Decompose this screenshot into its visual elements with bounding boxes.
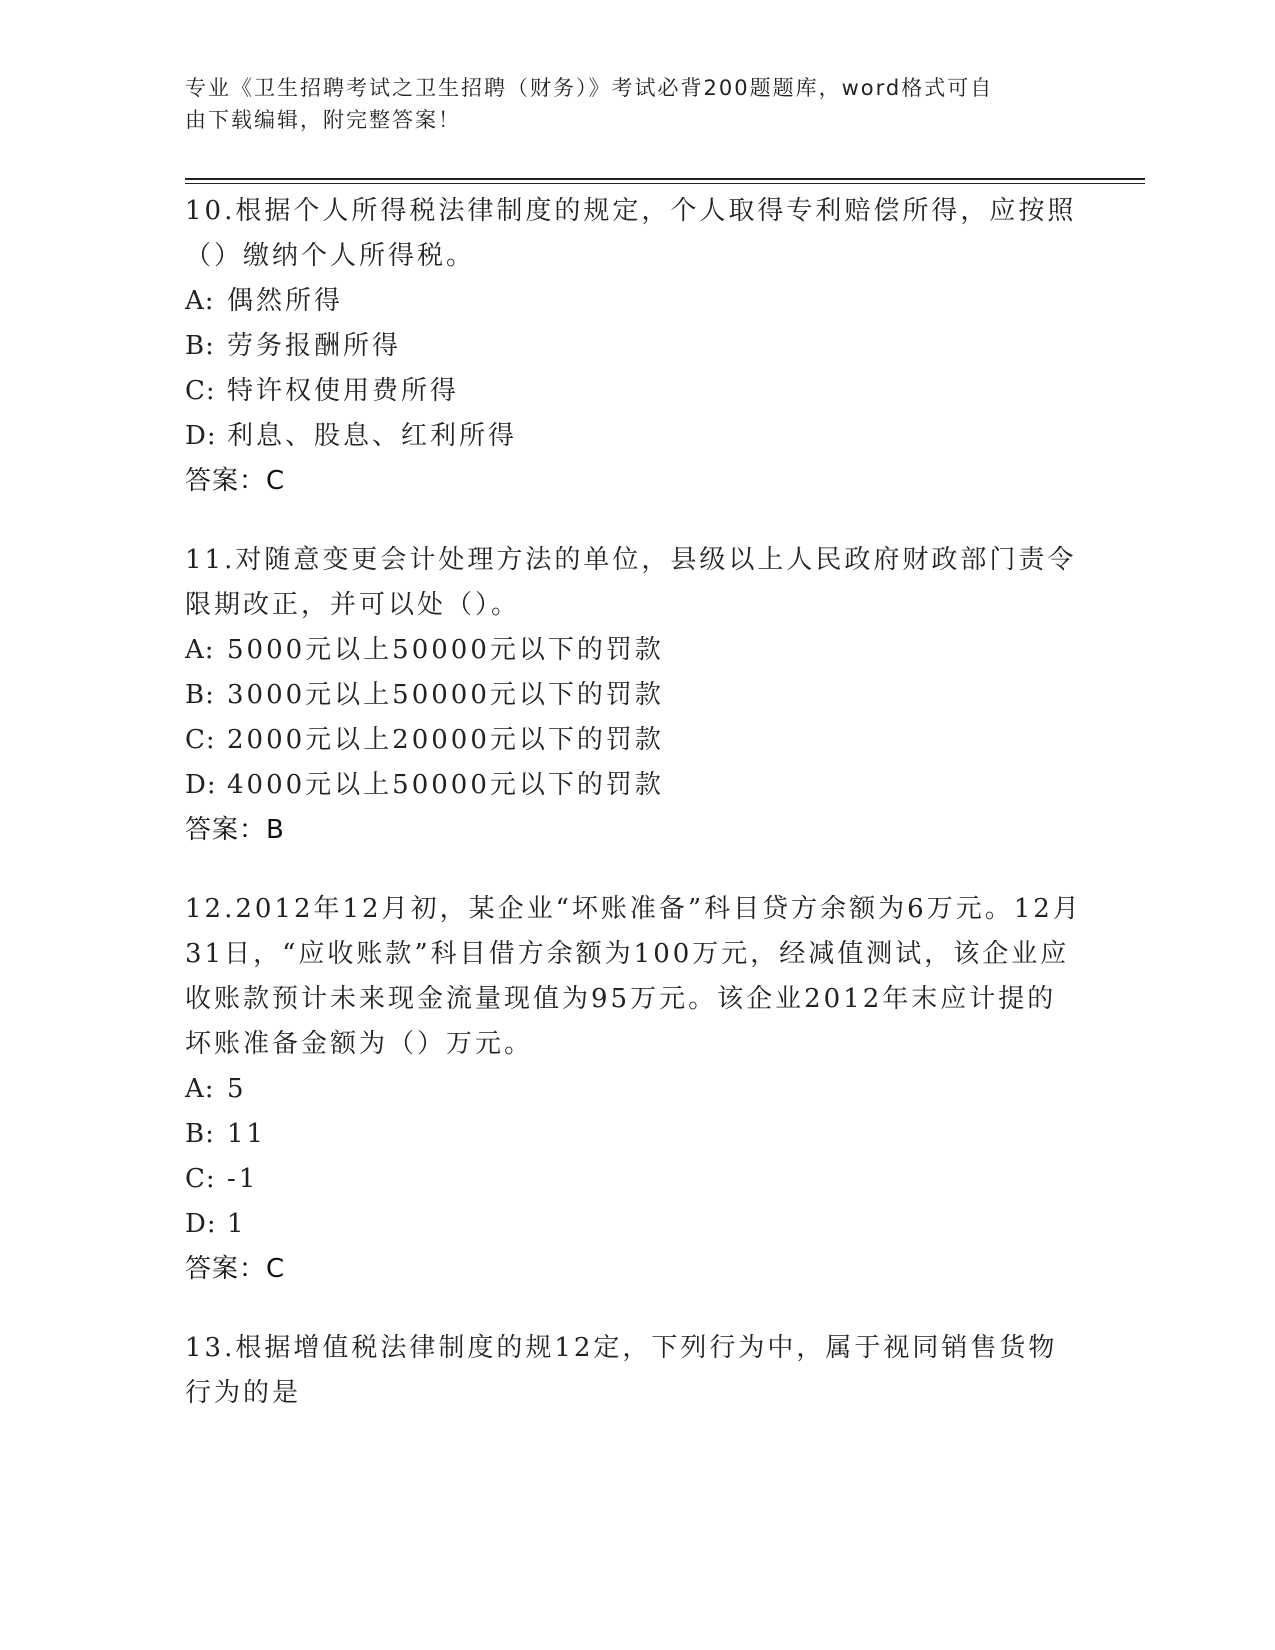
option-label: C:	[185, 376, 216, 406]
option-text: 劳务报酬所得	[227, 331, 402, 361]
question-text: 10.根据个人所得税法律制度的规定，个人取得专利赔偿所得，应按照（）缴纳个人所得税。	[185, 196, 1077, 271]
option-a	[185, 1067, 1085, 1112]
question-11	[185, 538, 1085, 853]
option-d	[185, 1202, 1085, 1247]
header-divider-thin	[185, 183, 1145, 184]
option-a	[185, 279, 1085, 324]
option-text: 特许权使用费所得	[227, 376, 460, 406]
option-label: A:	[185, 635, 215, 665]
question-10	[185, 189, 1085, 504]
option-label: B:	[185, 680, 215, 710]
option-text: 1	[227, 1209, 247, 1239]
option-label: D:	[185, 770, 217, 800]
question-text: 11.对随意变更会计处理方法的单位，县级以上人民政府财政部门责令限期改正，并可以处（）。	[185, 545, 1077, 620]
option-b	[185, 324, 1085, 369]
option-a	[185, 628, 1085, 673]
document-header	[185, 72, 1065, 136]
option-text: 11	[227, 1119, 267, 1149]
option-text: 利息、股息、红利所得	[227, 421, 518, 451]
option-text: 5000元以上50000元以下的罚款	[227, 635, 664, 665]
question-13	[185, 1326, 1085, 1416]
option-label: B:	[185, 1119, 215, 1149]
option-c	[185, 718, 1085, 763]
option-label: C:	[185, 725, 216, 755]
option-label: A:	[185, 286, 215, 316]
answer-line: 答案：C	[185, 1254, 286, 1284]
option-c	[185, 369, 1085, 414]
header-line-1: 专业《卫生招聘考试之卫生招聘（财务）》考试必背200题题库，word格式可自	[185, 76, 994, 100]
option-d	[185, 414, 1085, 459]
option-d	[185, 763, 1085, 808]
option-label: D:	[185, 1209, 217, 1239]
option-c	[185, 1157, 1085, 1202]
option-label: A:	[185, 1074, 215, 1104]
answer-line: 答案：B	[185, 815, 285, 845]
question-12	[185, 887, 1085, 1292]
option-text: 3000元以上50000元以下的罚款	[227, 680, 664, 710]
option-label: C:	[185, 1164, 216, 1194]
option-text: 4000元以上50000元以下的罚款	[227, 770, 664, 800]
option-text: 2000元以上20000元以下的罚款	[227, 725, 664, 755]
option-label: D:	[185, 421, 217, 451]
question-list	[185, 189, 1085, 1450]
header-line-2: 由下载编辑，附完整答案！	[185, 108, 461, 132]
option-text: 偶然所得	[227, 286, 344, 316]
answer-line: 答案：C	[185, 466, 286, 496]
header-divider-thick	[185, 178, 1145, 180]
option-text: -1	[227, 1164, 259, 1194]
question-text: 13.根据增值税法律制度的规12定，下列行为中，属于视同销售货物行为的是	[185, 1333, 1058, 1408]
option-b	[185, 673, 1085, 718]
question-text: 12.2012年12月初，某企业“坏账准备”科目贷方余额为6万元。12月31日，“应收账款”科目借方余额为100万元，经减值测试，该企业应收账款预计未来现金流量现值为95万元。该企业2012年末应计提的坏账准备金额为（）万元。	[185, 894, 1082, 1059]
option-b	[185, 1112, 1085, 1157]
option-text: 5	[227, 1074, 247, 1104]
option-label: B:	[185, 331, 215, 361]
